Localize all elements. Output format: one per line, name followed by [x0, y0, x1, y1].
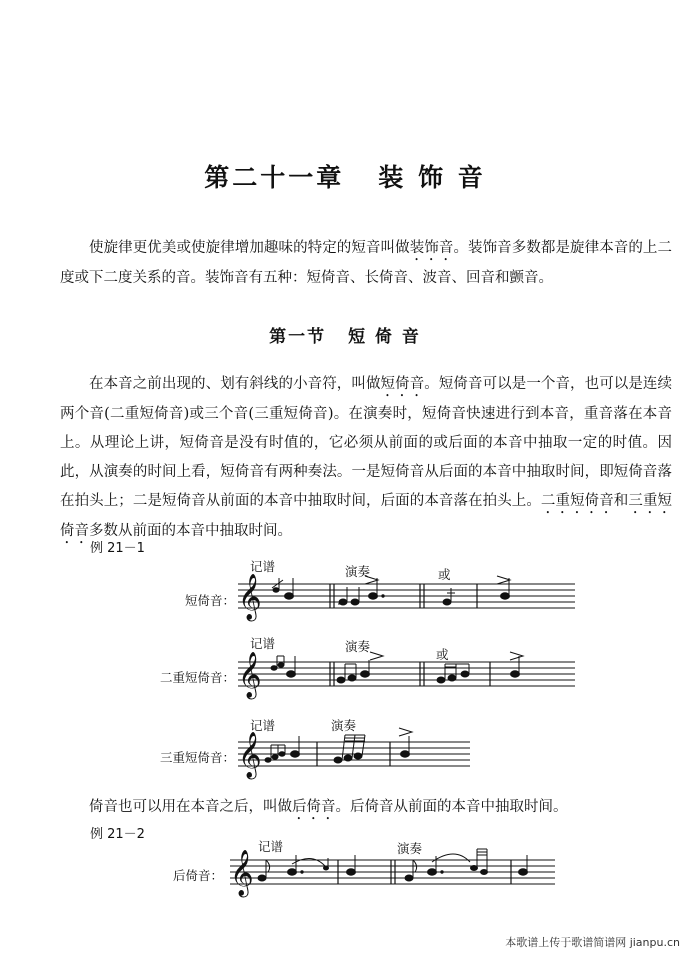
para-text: 。短倚音可以是一个音，也可以是连续两个音(二重短倚音)或三个音(三重短倚音)。在演奏时，短倚音快速进行到本音，重音落在本音上。从理论上讲，短倚音是没有时值的，它必须从前面的或后面的本音中抽取一定的时值。因此，从演奏的时间上看，短倚音有两种奏法。一是短倚音从后面的本音中抽取时间，即短倚音落在拍头上；二是短倚音从前面的本音中抽取时间，后面的本音落在拍头上。	[60, 376, 673, 509]
tag-notated: 记谱	[250, 559, 276, 574]
intro-text-rest: 。装饰音多数都是旋律本音的上二度或下二度关系的音。装饰音有五种：短倚音、长倚音、波音、回音和颤音。	[60, 240, 673, 286]
section-number: 第一节	[269, 327, 327, 347]
term-double: 二重短倚音	[540, 493, 614, 509]
tag-notated: 记谱	[250, 718, 276, 733]
intro-text: 使旋律更优美或使旋律增加趣味的特定的短音叫做	[89, 240, 410, 256]
section-name: 短 倚 音	[348, 327, 421, 347]
chapter-name: 装 饰 音	[378, 163, 486, 192]
tag-or: 或	[436, 647, 449, 662]
para-text: 和	[613, 493, 629, 509]
tag-performed: 演奏	[331, 718, 357, 733]
staff-4	[230, 860, 555, 884]
tag-performed: 演奏	[345, 639, 371, 654]
term-short-appoggiatura: 短倚音	[380, 376, 425, 392]
tag-performed: 演奏	[397, 841, 423, 856]
example-label-2: 例 21－2	[90, 827, 145, 842]
tag-notated: 记谱	[250, 636, 276, 651]
treble-clef-icon: 𝄞	[238, 652, 262, 698]
intro-term: 装饰音	[409, 240, 454, 256]
para-text: 倚音也可以用在本音之后，叫做	[89, 799, 292, 815]
watermark: 本歌谱上传于歌谱简谱网 jianpu.cn	[505, 936, 680, 949]
row-label-single: 短倚音：	[184, 593, 235, 608]
row-label-after: 后倚音：	[172, 868, 223, 883]
para-text: 。后倚音从前面的本音中抽取时间。	[335, 799, 568, 815]
term-after-appoggiatura: 后倚音	[292, 799, 336, 815]
treble-clef-icon: 𝄞	[238, 732, 262, 778]
treble-clef-icon: 𝄞	[238, 574, 262, 620]
tag-or: 或	[438, 567, 451, 582]
row-label-double: 二重短倚音：	[159, 670, 235, 685]
treble-clef-icon: 𝄞	[230, 850, 254, 896]
tag-performed: 演奏	[345, 564, 371, 579]
para-text: 在本音之前出现的、划有斜线的小音符，叫做	[89, 376, 381, 392]
row-label-triple: 三重短倚音：	[159, 750, 235, 765]
example-label-1: 例 21－1	[90, 541, 145, 556]
para-text: 多数从前面的本音中抽取时间。	[89, 523, 292, 539]
term-triple: 三重短倚音	[60, 493, 673, 539]
tag-notated: 记谱	[258, 839, 284, 854]
chapter-number: 第二十一章	[204, 163, 345, 192]
